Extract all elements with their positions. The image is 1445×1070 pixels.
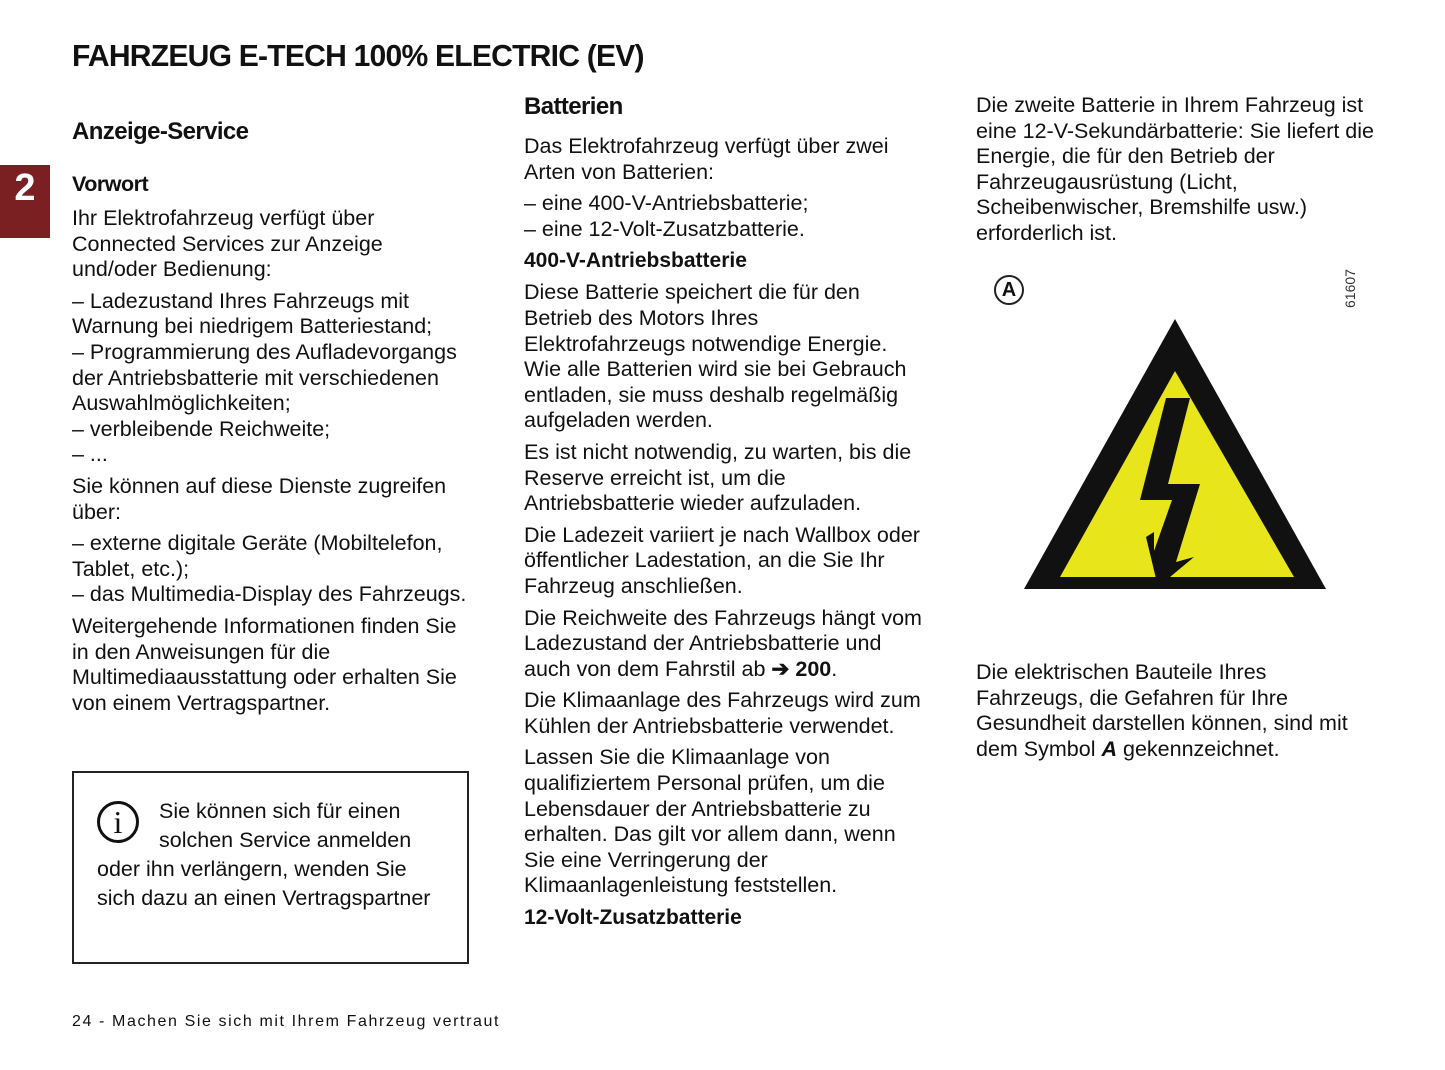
intro-paragraph: Ihr Elektrofahrzeug verfügt über Connected Services zur Anzeige und/oder Bedienung: [72, 206, 383, 282]
paragraph: Es ist nicht notwendig, zu warten, bis die Reserve erreicht ist, um die Antriebsbatterie wieder aufzuladen. [524, 439, 912, 516]
subheading-vorwort: Vorwort [72, 172, 149, 196]
caption-text-end: gekennzeichnet. [1123, 736, 1280, 761]
list-item: – externe digitale Geräte (Mobiltelefon, Tablet, etc.); [72, 531, 443, 581]
list-item: – eine 400-V-Antriebsbatterie; [524, 191, 809, 216]
more-info-paragraph: Weitergehende Informationen finden Sie in den Anweisungen für die Multimediaausstattung oder erhalten Sie von einem Vertragspartner. [72, 613, 457, 715]
paragraph: Die Klimaanlage des Fahrzeugs wird zum Kühlen der Antriebsbatterie verwendet. [524, 688, 921, 738]
info-note-text: Sie können sich für einen solchen Service anmelden oder ihn verlängern, wenden Sie sich dazu an einen Vertragspartner [97, 799, 431, 910]
access-intro-paragraph: Sie können auf diese Dienste zugreifen über: [72, 473, 447, 524]
subheading-400v-battery: 400-V-Antriebsbatterie [524, 249, 747, 273]
battery-types-list [524, 191, 924, 242]
caption-symbol: A [1101, 736, 1118, 761]
high-voltage-warning-icon [978, 262, 1373, 607]
middle-column [524, 92, 924, 937]
arrow-right-icon: ➔ [771, 656, 790, 681]
caption-text: Die elektrischen Bauteile Ihres Fahrzeugs, die Gefahren für Ihre Gesundheit darstellen können, sind mit dem Symbol [976, 660, 1348, 761]
figure-label-a: A [994, 275, 1024, 305]
page-footer: 24 - Machen Sie sich mit Ihrem Fahrzeug vertraut [72, 1013, 501, 1030]
batteries-intro-paragraph: Das Elektrofahrzeug verfügt über zwei Arten von Batterien: [524, 134, 889, 184]
12v-battery-paragraph: Die zweite Batterie in Ihrem Fahrzeug ist eine 12-V-Sekundärbatterie: Sie liefert die Energie, die für den Betrieb der Fahrzeugausrüstung (Licht, Scheibenwischer, Bremshilfe usw.) erforderlich ist. [976, 93, 1374, 245]
list-item: – Programmierung des Aufladevorgangs der Antriebsbatterie mit verschiedenen Auswahlmöglichkeiten; [72, 339, 457, 416]
list-item: – verbleibende Reichweite; [72, 416, 331, 441]
access-list [72, 531, 472, 608]
list-item: – das Multimedia-Display des Fahrzeugs. [72, 582, 467, 607]
paragraph: Die Ladezeit variiert je nach Wallbox oder öffentlicher Ladestation, an die Sie Ihr Fahrzeug anschließen. [524, 522, 920, 598]
chapter-number: 2 [14, 167, 36, 209]
section-heading-anzeige-service: Anzeige-Service [72, 118, 249, 145]
range-end: . [831, 656, 838, 681]
info-note-box [72, 771, 469, 964]
paragraph: Diese Batterie speichert die für den Betrieb des Motors Ihres Elektrofahrzeugs notwendige Energie. Wie alle Batterien wird sie bei Gebrauch entladen, sie muss deshalb regelmäßig aufgeladen werden. [524, 280, 907, 433]
figure-code: 61607 [1342, 269, 1358, 308]
subheading-12v-battery: 12-Volt-Zusatzbatterie [524, 906, 742, 930]
chapter-tab [0, 165, 50, 238]
list-item: – Ladezustand Ihres Fahrzeugs mit Warnung bei niedrigem Batteriestand; [72, 288, 433, 339]
section-heading-batterien: Batterien [524, 93, 623, 120]
right-column [976, 93, 1376, 253]
list-item: – ... [72, 442, 108, 467]
left-column [72, 117, 472, 722]
paragraph: Lassen Sie die Klimaanlage von qualifiziertem Personal prüfen, um die Lebensdauer der Antriebsbatterie zu erhalten. Das gilt vor allem dann, wenn Sie eine Verringerung der Klimaanlagenleistung feststellen. [524, 745, 896, 898]
warning-figure [978, 262, 1373, 607]
page-reference-link[interactable]: 200 [795, 656, 832, 681]
services-list [72, 289, 472, 468]
list-item: – eine 12-Volt-Zusatzbatterie. [524, 216, 805, 241]
range-text: Die Reichweite des Fahrzeugs hängt vom Ladezustand der Antriebsbatterie und auch von dem Fahrstil ab [524, 605, 922, 681]
page-title: FAHRZEUG E-TECH 100% ELECTRIC (EV) [72, 38, 644, 73]
figure-caption [976, 660, 1376, 762]
range-paragraph [524, 606, 924, 683]
info-icon: i [97, 801, 139, 843]
